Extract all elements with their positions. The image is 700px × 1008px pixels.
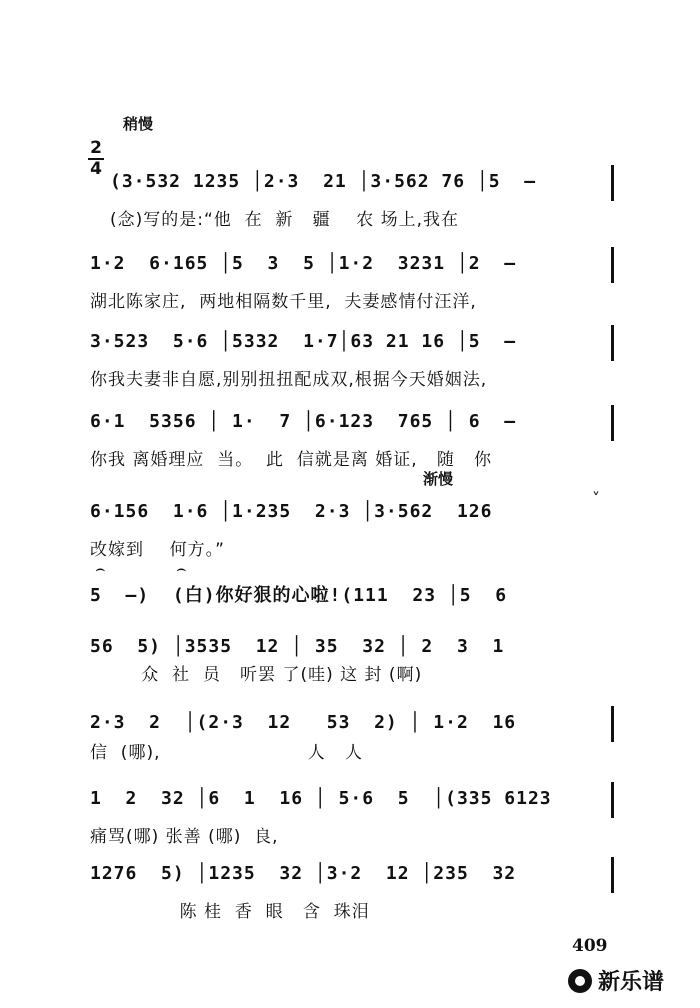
tempo-mark-gradually-slower: 渐慢 <box>423 470 454 488</box>
staff-line-10 <box>0 857 700 927</box>
staff-line-1 <box>0 165 700 235</box>
tempo-mark-slightly-slow: 稍慢 <box>123 115 154 133</box>
notation: 2·3 2 │(2·3 12 53 2) │ 1·2 16 <box>90 712 517 733</box>
lyrics: 痛骂(哪) 张善 (哪) 良, <box>90 827 279 847</box>
staff-line-8 <box>0 706 700 776</box>
staff-line-2 <box>0 247 700 317</box>
lyrics: 陈 桂 香 眼 含 珠泪 <box>90 902 370 922</box>
staff-line-4 <box>0 405 700 475</box>
lyrics: 你我夫妻非自愿,别别扭扭配成双,根据今天婚姻法, <box>90 370 488 390</box>
notation: 3·523 5·6 │5332 1·7│63 21 16 │5 — <box>90 331 517 352</box>
lyrics: 湖北陈家庄, 两地相隔数千里, 夫妻感情付汪洋, <box>90 292 477 312</box>
record-disc-icon <box>568 969 592 993</box>
fermata-icon: ⌢ <box>176 559 187 578</box>
lyrics: 信 (哪), 人 人 <box>90 743 363 763</box>
end-barline <box>611 706 614 742</box>
notation: (3·532 1235 │2·3 21 │3·562 76 │5 — <box>110 171 537 192</box>
lyrics: 众 社 员 听罢 了(哇) 这 封 (啊) <box>90 665 423 685</box>
page-number: 409 <box>572 936 608 956</box>
staff-line-9 <box>0 782 700 852</box>
time-signature-denominator: 4 <box>90 159 102 179</box>
end-barline <box>611 325 614 361</box>
end-barline <box>611 857 614 893</box>
site-logo <box>568 965 664 996</box>
fermata-icon: ⌢ <box>95 559 106 578</box>
staff-line-3 <box>0 325 700 395</box>
notation: 6·156 1·6 │1·235 2·3 │3·562 126 <box>90 501 493 522</box>
logo-text: 新乐谱 <box>598 970 665 995</box>
staff-line-7 <box>0 630 700 700</box>
notation: 1 2 32 │6 1 16 │ 5·6 5 │(335 6123 <box>90 788 552 809</box>
end-barline <box>611 782 614 818</box>
lyrics: (念)写的是:“他 在 新 疆 农 场上,我在 <box>110 210 460 230</box>
time-signature-numerator: 2 <box>90 138 102 158</box>
breath-mark-icon: ˅ <box>592 489 600 508</box>
end-barline <box>611 247 614 283</box>
notation: 1276 5) │1235 32 │3·2 12 │235 32 <box>90 863 517 884</box>
notation: 6·1 5356 │ 1· 7 │6·123 765 │ 6 — <box>90 411 517 432</box>
end-barline <box>611 165 614 201</box>
notation: 56 5) │3535 12 │ 35 32 │ 2 3 1 <box>90 636 505 657</box>
notation: 1·2 6·165 │5 3 5 │1·2 3231 │2 — <box>90 253 517 274</box>
lyrics: 你我 离婚理应 当。 此 信就是离 婚证, 随 你 <box>90 450 493 470</box>
staff-line-5 <box>0 489 700 565</box>
notation: 5 —) (白)你好狠的心啦!(111 23 │5 6 <box>90 585 508 606</box>
end-barline <box>611 405 614 441</box>
lyrics: 改嫁到 何方。” <box>90 540 225 560</box>
